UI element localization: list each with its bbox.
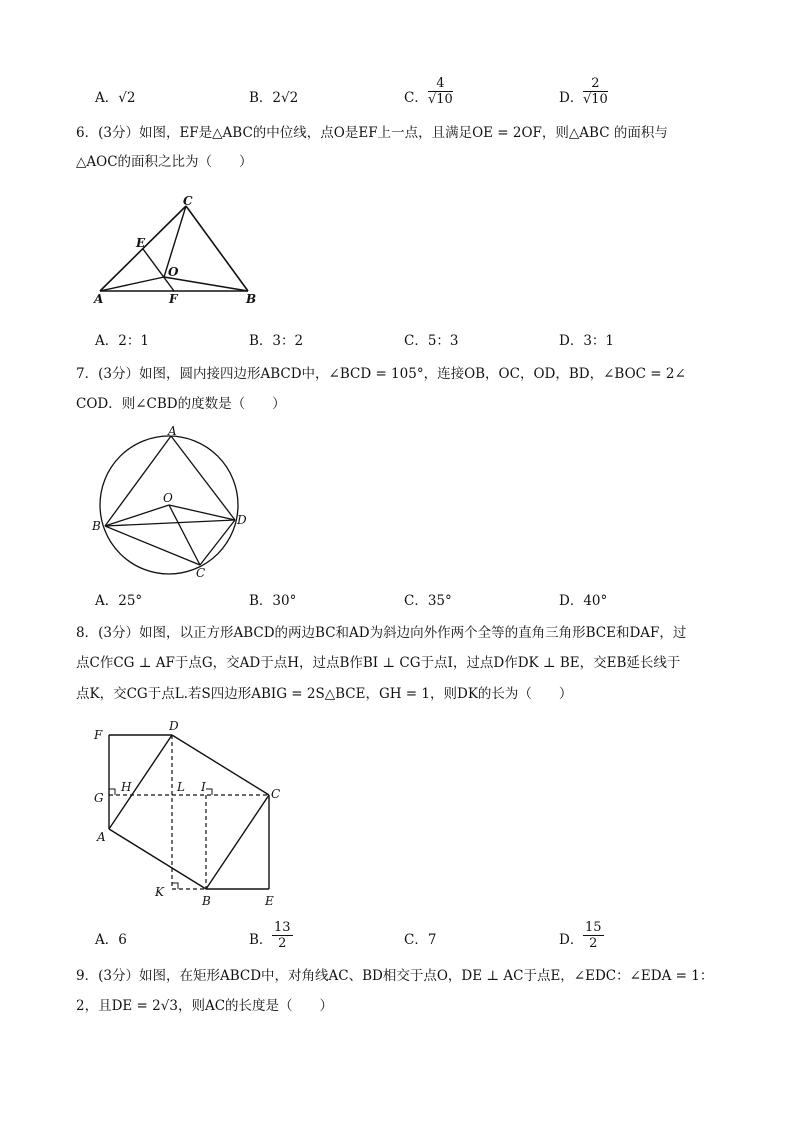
q7-option-a: A．25° [95,593,143,609]
q8-label-i: I [201,780,206,794]
q8-option-a: A．6 [95,932,127,948]
q6-triangle-figure [88,192,268,310]
q6-edge-cb [186,206,248,291]
q8-text-line3: 点K，交CG于点L.若S四边形ABIG = 2S△BCE，GH = 1，则DK的长为（ ） [76,686,573,702]
q6-segment-ob [164,277,248,291]
q7-option-c: C．35° [404,593,452,609]
q8-label-b: B [202,894,211,908]
q5-option-d-denominator: √10 [583,92,608,107]
q6-option-c: C．5：3 [404,333,459,349]
q8-text-line2: 点C作CG ⊥ AF于点G，交AD于点H，过点B作BI ⊥ CG于点I，过点D作DK ⊥ BE，交EB延长线于 [76,655,681,671]
q6-label-b: B [246,292,257,306]
q5-option-c-numerator: 4 [428,76,453,92]
q5-option-c-denominator: √10 [428,92,453,107]
q8-label-c: C [271,787,281,801]
q8-option-b-numerator: 13 [274,920,291,935]
q5-option-d-label: D． [559,90,584,106]
q7-label-d: D [237,513,247,527]
q8-option-b-denominator: 2 [278,936,287,951]
q6-label-c: C [183,194,193,208]
q8-segment-dc [172,735,269,795]
q8-option-d-fraction [583,920,604,951]
q7-label-o: O [163,491,173,505]
q7-label-c: C [196,566,206,580]
q5-option-d-fraction [583,76,608,107]
q8-segment-ab [109,829,206,889]
q5-option-c-fraction [428,76,453,107]
q6-option-b: B．3：2 [249,333,304,349]
q7-segment-ab [105,436,171,526]
q6-label-a: A [94,292,104,306]
q8-option-b-label: B． [249,932,273,948]
q7-text-line2: COD．则∠CBD的度数是（ ） [76,396,286,412]
q8-label-d: D [169,719,179,733]
q6-option-d: D．3：1 [559,333,615,349]
q6-text-line1: 6．(3分）如图，EF是△ABC的中位线，点O是EF上一点，且满足OE = 2OF，则△ABC 的面积与 [76,125,668,141]
q7-option-b: B．30° [249,593,297,609]
q6-label-f: F [169,292,178,306]
q5-option-a: A．√2 [95,90,136,106]
q8-option-d-denominator: 2 [589,936,598,951]
q6-text-line2: △AOC的面积之比为（ ） [76,154,253,170]
q5-option-d-numerator: 2 [583,76,608,92]
q8-label-l: L [177,780,185,794]
q8-option-d-label: D． [559,932,584,948]
q7-segment-oc [169,505,200,565]
q8-label-e: E [265,894,274,908]
q8-option-b-fraction [272,920,293,951]
q8-label-h: H [121,780,132,794]
q6-segment-ao [100,277,164,291]
q7-segment-cd [200,520,235,565]
q8-label-f: F [94,728,103,742]
q8-label-g: G [94,791,104,805]
q7-label-b: B [92,519,101,533]
q8-label-k: K [155,885,164,899]
q6-label-o: O [168,265,179,279]
q6-label-e: E [136,236,146,250]
q7-circle-figure [88,424,254,580]
q8-text-line1: 8．(3分）如图，以正方形ABCD的两边BC和AD为斜边向外作两个全等的直角三角形BCE和DAF，过 [76,625,687,641]
q7-label-a: A [168,424,177,438]
q7-segment-bd [105,520,235,526]
q8-square-figure [88,716,298,908]
q8-right-angle-i [206,789,212,795]
q9-text-line1: 9．(3分）如图，在矩形ABCD中，对角线AC、BD相交于点O，DE ⊥ AC于点E，∠EDC：∠EDA = 1： [76,968,714,984]
q8-segment-ad [109,735,172,829]
q5-option-c-label: C． [404,90,428,106]
q8-right-angle-g [109,789,115,795]
q9-text-line2: 2，且DE = 2√3，则AC的长度是（ ） [76,998,334,1014]
q8-right-angle-k [172,883,178,889]
q7-text-line1: 7．(3分）如图，圆内接四边形ABCD中，∠BCD = 105°，连接OB，OC，OD，BD，∠BOC = 2∠ [76,366,686,382]
q8-option-c: C．7 [404,932,437,948]
q6-option-a: A．2：1 [95,333,149,349]
q8-segment-bc [206,795,269,889]
q8-label-a: A [97,830,106,844]
q7-option-d: D．40° [559,593,608,609]
q8-option-d-numerator: 15 [585,920,602,935]
q7-segment-bc [105,526,200,565]
q5-option-b: B．2√2 [249,90,299,106]
